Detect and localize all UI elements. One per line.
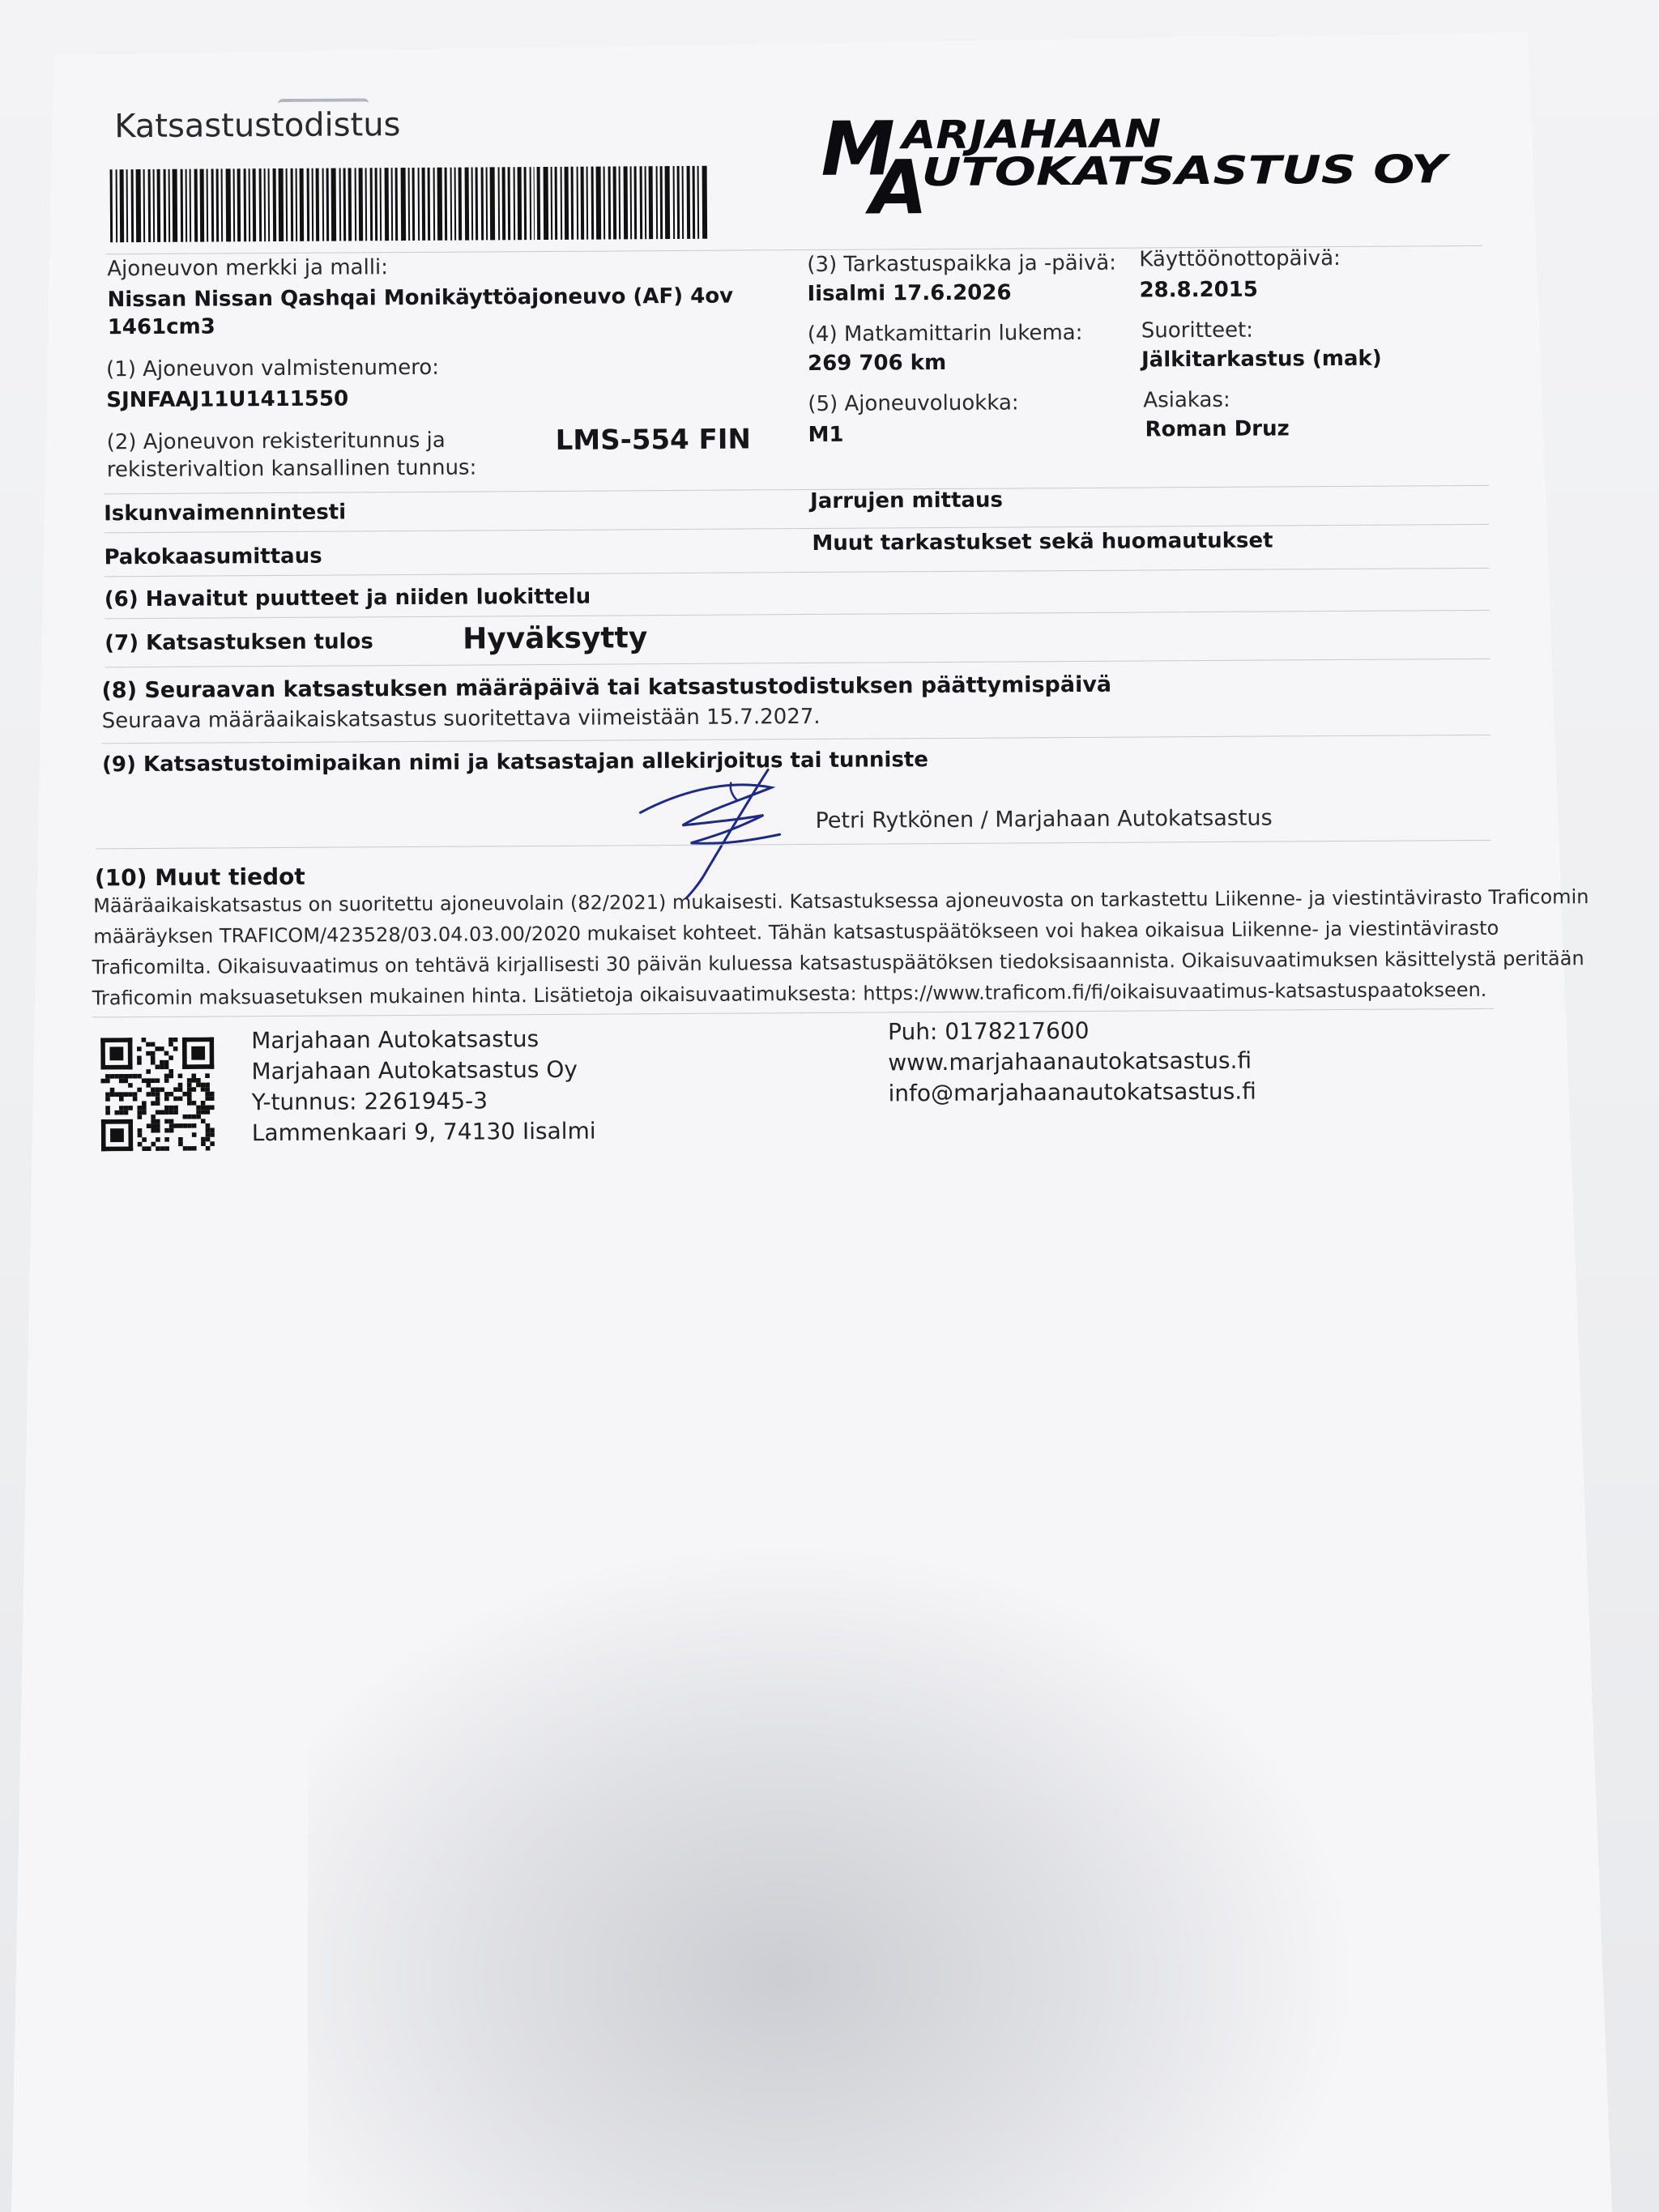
barcode-bar: [143, 169, 145, 242]
barcode-bar: [215, 168, 219, 241]
barcode-bar: [322, 168, 325, 241]
vin-value: SJNFAAJ11U1411550: [106, 386, 349, 413]
barcode-bar: [489, 167, 495, 240]
barcode-bar: [339, 168, 342, 241]
barcode-bar: [355, 168, 357, 241]
odometer-value: 269 706 km: [807, 350, 947, 377]
barcode-bar: [401, 168, 407, 241]
barcode-bar: [501, 167, 505, 240]
barcode-bar: [523, 167, 527, 240]
barcode-bar: [126, 169, 129, 242]
barcode-bar: [156, 169, 160, 242]
barcode-bar: [375, 168, 378, 241]
footer-business-id: Y-tunnus: 2261945-3: [251, 1087, 488, 1116]
first-use-label: Käyttöönottopäivä:: [1139, 245, 1341, 272]
barcode-bar: [537, 167, 541, 240]
result-value: Hyväksytty: [463, 621, 648, 656]
barcode-bar: [619, 166, 621, 239]
barcode-bar: [237, 168, 241, 241]
barcode-bar: [471, 168, 473, 241]
performed-value: Jälkitarkastus (mak): [1141, 346, 1382, 373]
registration-label-2: rekisterivaltion kansallinen tunnus:: [106, 455, 477, 483]
barcode-bar: [677, 166, 680, 239]
result-label: (7) Katsastuksen tulos: [104, 629, 373, 656]
barcode-bar: [673, 166, 676, 239]
logo-line-2: UTOKATSASTUS OY: [921, 147, 1341, 196]
barcode-bar: [571, 167, 574, 240]
barcode-bar: [136, 169, 142, 242]
barcode-bar: [596, 167, 602, 240]
barcode-bar: [533, 167, 535, 240]
qr-code: [100, 1038, 215, 1152]
barcode-bar: [296, 168, 298, 241]
barcode-bar: [163, 169, 166, 242]
barcode-bar: [555, 167, 558, 240]
first-use-value: 28.8.2015: [1139, 277, 1259, 303]
registration-label: (2) Ajoneuvon rekisteritunnus ja: [106, 428, 446, 455]
barcode-bar: [370, 168, 373, 241]
barcode-bar: [687, 166, 691, 239]
divider: [104, 485, 1489, 494]
barcode-bar: [591, 167, 595, 240]
barcode-bar: [682, 166, 684, 239]
shock-absorber-test: Iskunvaimennintesti: [104, 500, 347, 526]
other-info-line: Määräaikaiskatsastus on suoritettu ajoneuvolain (82/2021) mukaisesti. Katsastuksessa ajoneuvosta on tarkastettu Liikenne- ja viestintävirasto Traficomin: [93, 885, 1589, 918]
barcode-bar: [660, 166, 663, 239]
barcode-bar: [702, 166, 707, 239]
barcode-bar: [172, 169, 177, 242]
barcode-bar: [199, 169, 204, 242]
barcode-bar: [326, 168, 330, 241]
barcode-bar: [551, 167, 553, 240]
performed-label: Suoritteet:: [1141, 318, 1254, 343]
barcode-bar: [630, 166, 633, 239]
barcode-bar: [120, 169, 125, 242]
barcode-bar: [194, 169, 198, 242]
barcode-bar: [464, 168, 469, 241]
exhaust-test: Pakokaasumittaus: [104, 543, 322, 570]
barcode-bar: [385, 168, 390, 241]
registration-plate: LMS-554 FIN: [555, 423, 752, 457]
barcode-bar: [624, 166, 629, 239]
barcode-bar: [348, 168, 352, 241]
barcode-bar: [645, 166, 647, 239]
barcode-bar: [421, 168, 425, 241]
barcode-bar: [279, 168, 284, 241]
barcode-bar: [264, 168, 267, 241]
barcode-bar: [259, 168, 262, 241]
odometer-label: (4) Matkamittarin lukema:: [807, 320, 1083, 347]
barcode-bar: [577, 167, 579, 240]
place-date-label: (3) Tarkastuspaikka ja -päivä:: [807, 250, 1117, 278]
footer-company-legal-name: Marjahaan Autokatsastus Oy: [251, 1055, 578, 1085]
barcode-bar: [603, 167, 606, 240]
next-inspection-text: Seuraava määräaikaiskatsastus suoritettava viimeistään 15.7.2027.: [101, 704, 821, 734]
barcode-bar: [180, 169, 183, 242]
barcode-bar: [507, 167, 510, 240]
other-info-line: Traficomin maksuasetuksen mukainen hinta. Lisätietoja oikaisuvaatimuksesta: https://www.traficom.fi/fi/oikaisuvaatimus-katsastuspaatokseen.: [92, 978, 1487, 1010]
barcode-bar: [433, 168, 435, 241]
barcode-bar: [211, 168, 214, 241]
footer-address: Lammenkaari 9, 74130 Iisalmi: [251, 1117, 596, 1147]
customer-label: Asiakas:: [1143, 387, 1230, 413]
barcode-bar: [561, 167, 563, 240]
barcode-bar: [437, 168, 442, 241]
signature-scribble: [625, 753, 804, 900]
barcode-bar: [544, 167, 549, 240]
place-date-value: Iisalmi 17.6.2026: [807, 280, 1012, 307]
barcode-bar: [365, 168, 368, 241]
barcode-bar: [581, 167, 585, 240]
barcode-bar: [131, 169, 134, 242]
barcode-bar: [517, 167, 522, 240]
barcode-bar: [529, 167, 531, 240]
barcode-bar: [613, 166, 617, 239]
signature-heading: (9) Katsastustoimipaikan nimi ja katsastajan allekirjoitus tai tunniste: [101, 748, 929, 778]
barcode-bar: [412, 168, 416, 241]
barcode-bar: [116, 169, 118, 242]
barcode-bar: [485, 167, 488, 240]
inspector-signature: [625, 753, 804, 900]
other-info-heading: (10) Muut tiedot: [94, 863, 305, 892]
divider: [104, 658, 1490, 667]
barcode-bar: [480, 167, 484, 240]
barcode-bar: [307, 168, 310, 241]
barcode-bar: [248, 168, 250, 241]
barcode-bar: [497, 167, 500, 240]
footer-company-name: Marjahaan Autokatsastus: [251, 1025, 539, 1055]
barcode-bar: [286, 168, 288, 241]
svg-text:A: A: [869, 144, 928, 217]
barcode-bar: [665, 166, 671, 239]
barcode-bar: [380, 168, 382, 241]
logo-line-1: ARJAHAAN: [902, 111, 1132, 159]
barcode-bar: [343, 168, 347, 241]
divider: [104, 610, 1490, 619]
barcode-bar: [168, 169, 170, 242]
next-inspection-heading: (8) Seuraavan katsastuksen määräpäivä tai katsastustodistuksen päättymispäivä: [101, 671, 1112, 704]
barcode-bar: [417, 168, 420, 241]
barcode-bar: [649, 166, 654, 239]
barcode-bar: [395, 168, 399, 241]
vin-label: (1) Ajoneuvon valmistenumero:: [106, 355, 440, 382]
barcode-bar: [300, 168, 305, 241]
barcode-bar: [697, 166, 700, 239]
barcode-bar: [427, 168, 430, 241]
barcode-bar: [316, 168, 320, 241]
make-model-value: Nissan Nissan Qashqai Monikäyttöajoneuvo (AF) 4ov: [107, 283, 734, 313]
barcode-bar: [206, 169, 208, 242]
brake-test: Jarrujen mittaus: [810, 488, 1004, 514]
other-info-line: Traficomilta. Oikaisuvaatimus on tehtävä kirjallisesti 30 päivän kuluessa katsastuspäätöksen tiedoksisaannista. Oikaisuvaatimuksen käsittelystä peritään: [92, 947, 1584, 979]
barcode-bar: [450, 168, 452, 241]
footer-phone: Puh: 0178217600: [888, 1016, 1090, 1046]
vehicle-class-value: M1: [808, 422, 844, 448]
barcode-bar: [359, 168, 364, 241]
company-logo-mark: [817, 100, 1458, 217]
barcode-bar: [391, 168, 394, 241]
inspector-name: Petri Rytkönen / Marjahaan Autokatsastus: [815, 805, 1273, 833]
qr-code-graphic: [100, 1038, 215, 1152]
barcode-bar: [243, 168, 246, 241]
barcode-bar: [608, 166, 612, 239]
customer-value: Roman Druz: [1145, 416, 1290, 442]
barcode-bar: [185, 169, 187, 242]
barcode-bar: [656, 166, 659, 239]
divider: [104, 524, 1489, 533]
vehicle-class-label: (5) Ajoneuvoluokka:: [808, 390, 1019, 417]
footer-email: info@marjahaanautokatsastus.fi: [888, 1077, 1256, 1107]
barcode-bar: [634, 166, 638, 239]
barcode-bar: [189, 169, 191, 242]
barcode-bar: [586, 167, 589, 240]
barcode-bar: [513, 167, 515, 240]
svg-text:M: M: [821, 105, 896, 193]
make-model-value-2: 1461cm3: [107, 314, 215, 340]
other-info-line: määräyksen TRAFICOM/423528/03.04.03.00/2020 mukaiset kohteet. Tähän katsastuspäätökseen voi hakea oikaisua Liikenne- ja viestintävirasto: [93, 916, 1499, 948]
barcode-bar: [444, 168, 447, 241]
barcode-bar: [152, 169, 155, 242]
barcode-bar: [110, 169, 113, 242]
barcode-bar: [475, 168, 478, 241]
barcode-bar: [252, 168, 257, 241]
barcode-bar: [640, 166, 643, 239]
barcode-bar: [458, 168, 462, 241]
barcode-bar: [268, 168, 271, 241]
footer-website: www.marjahaanautokatsastus.fi: [888, 1046, 1252, 1076]
barcode-bar: [232, 168, 235, 241]
other-checks: Muut tarkastukset sekä huomautukset: [812, 528, 1273, 556]
barcode-bar: [291, 168, 294, 241]
barcode-bar: [312, 168, 314, 241]
company-logo: [817, 100, 1458, 217]
document-title: Katsastustodistus: [114, 106, 401, 146]
barcode-bar: [225, 168, 231, 241]
divider: [102, 735, 1491, 744]
divider: [104, 568, 1490, 577]
barcode: [110, 166, 710, 243]
barcode-bar: [408, 168, 411, 241]
barcode-bar: [331, 168, 337, 241]
defects-heading: (6) Havaitut puutteet ja niiden luokittelu: [104, 584, 591, 612]
make-model-label: Ajoneuvon merkki ja malli:: [107, 255, 389, 282]
barcode-bar: [565, 167, 569, 240]
barcode-bar: [273, 168, 277, 241]
barcode-bar: [454, 168, 456, 241]
barcode-bar: [693, 166, 696, 239]
barcode-bar: [220, 168, 223, 241]
barcode-bar: [147, 169, 151, 242]
